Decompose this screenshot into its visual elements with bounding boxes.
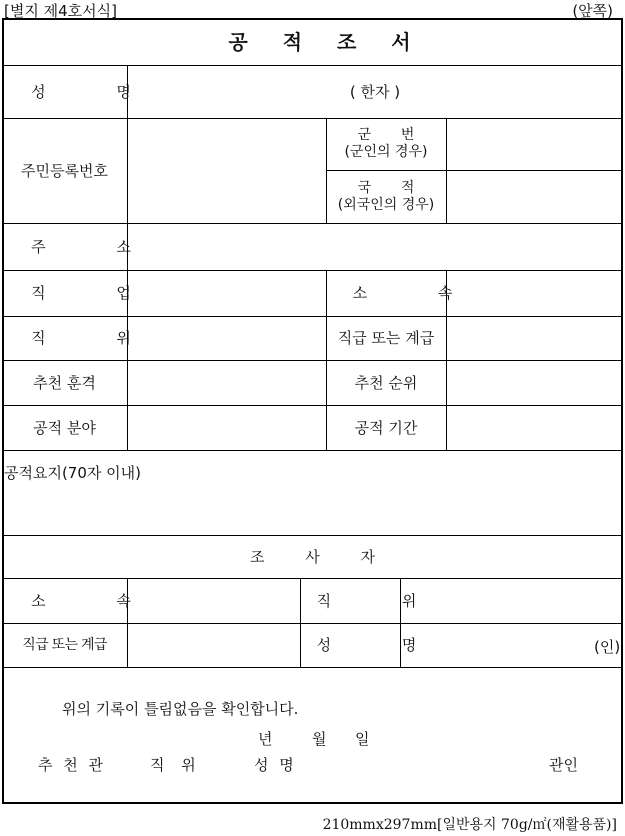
rank-label: 직급 또는 계급 [337, 329, 435, 347]
date-month-label: 월 [312, 730, 327, 748]
official-seal-label: 관인 [549, 756, 578, 774]
name-label: 성 명 [31, 82, 164, 101]
resident-number-field[interactable] [127, 118, 326, 223]
investigator-name-field[interactable] [400, 623, 623, 667]
hanja-hint: ( 한자 ) [349, 82, 401, 101]
resident-number-label: 주민등록번호 [21, 161, 108, 180]
military-number-field[interactable] [446, 118, 623, 170]
recommended-rank-field[interactable] [446, 360, 623, 405]
name-field[interactable] [127, 65, 623, 118]
recommended-award-label: 추천 훈격 [33, 373, 96, 392]
recommended-award-field[interactable] [127, 360, 326, 405]
merit-summary-label: 공적요지(70자 이내) [4, 464, 141, 482]
merit-period-field[interactable] [446, 405, 623, 450]
position-field[interactable] [127, 316, 326, 360]
investigator-rank-field[interactable] [127, 623, 300, 667]
nationality-field[interactable] [446, 170, 623, 223]
position-label: 직 위 [31, 329, 164, 347]
occupation-field[interactable] [127, 270, 326, 316]
military-number-title: 군 번 [357, 127, 427, 144]
seal-mark: (인) [594, 638, 621, 656]
merit-summary-field[interactable] [2, 485, 623, 535]
investigator-title: 조 사 자 [249, 547, 393, 566]
investigator-affiliation-label: 소 속 [31, 591, 164, 610]
page-side-label: (앞쪽) [572, 2, 613, 20]
merit-field-field[interactable] [127, 405, 326, 450]
address-field[interactable] [127, 223, 623, 270]
investigator-name-label: 성 명 [316, 636, 450, 654]
occupation-label: 직 업 [31, 284, 164, 302]
date-day-label: 일 [355, 730, 370, 748]
merit-field-label: 공적 분야 [33, 418, 96, 437]
rank-field[interactable] [446, 316, 623, 360]
address-label: 주 소 [31, 237, 164, 256]
confirmation-text: 위의 기록이 틀림없음을 확인합니다. [62, 700, 299, 718]
investigator-rank-label: 직급 또는 계급 [22, 636, 107, 653]
date-year-label: 년 [258, 730, 273, 748]
recommender-name-label: 성 명 [254, 756, 297, 774]
investigator-position-label: 직 위 [316, 591, 450, 610]
affiliation-label: 소 속 [352, 284, 486, 302]
military-number-label [326, 118, 446, 170]
investigator-affiliation-field[interactable] [127, 578, 300, 623]
nationality-label [326, 170, 446, 223]
military-number-note: (군인의 경우) [344, 144, 428, 160]
investigator-position-field[interactable] [400, 578, 623, 623]
affiliation-field[interactable] [446, 270, 623, 316]
form-title: 공 적 조 서 [228, 29, 425, 54]
recommender-position-label: 직 위 [150, 756, 202, 774]
form-number-label: [별지 제4호서식] [4, 2, 117, 20]
nationality-note: (외국인의 경우) [337, 196, 435, 213]
nationality-title: 국 적 [357, 179, 427, 196]
recommender-label: 추 천 관 [38, 756, 107, 774]
recommended-rank-label: 추천 순위 [354, 373, 418, 392]
merit-period-label: 공적 기간 [354, 418, 418, 437]
paper-spec: 210mmx297mm[일반용지 70g/㎡(재활용품)] [322, 817, 617, 833]
